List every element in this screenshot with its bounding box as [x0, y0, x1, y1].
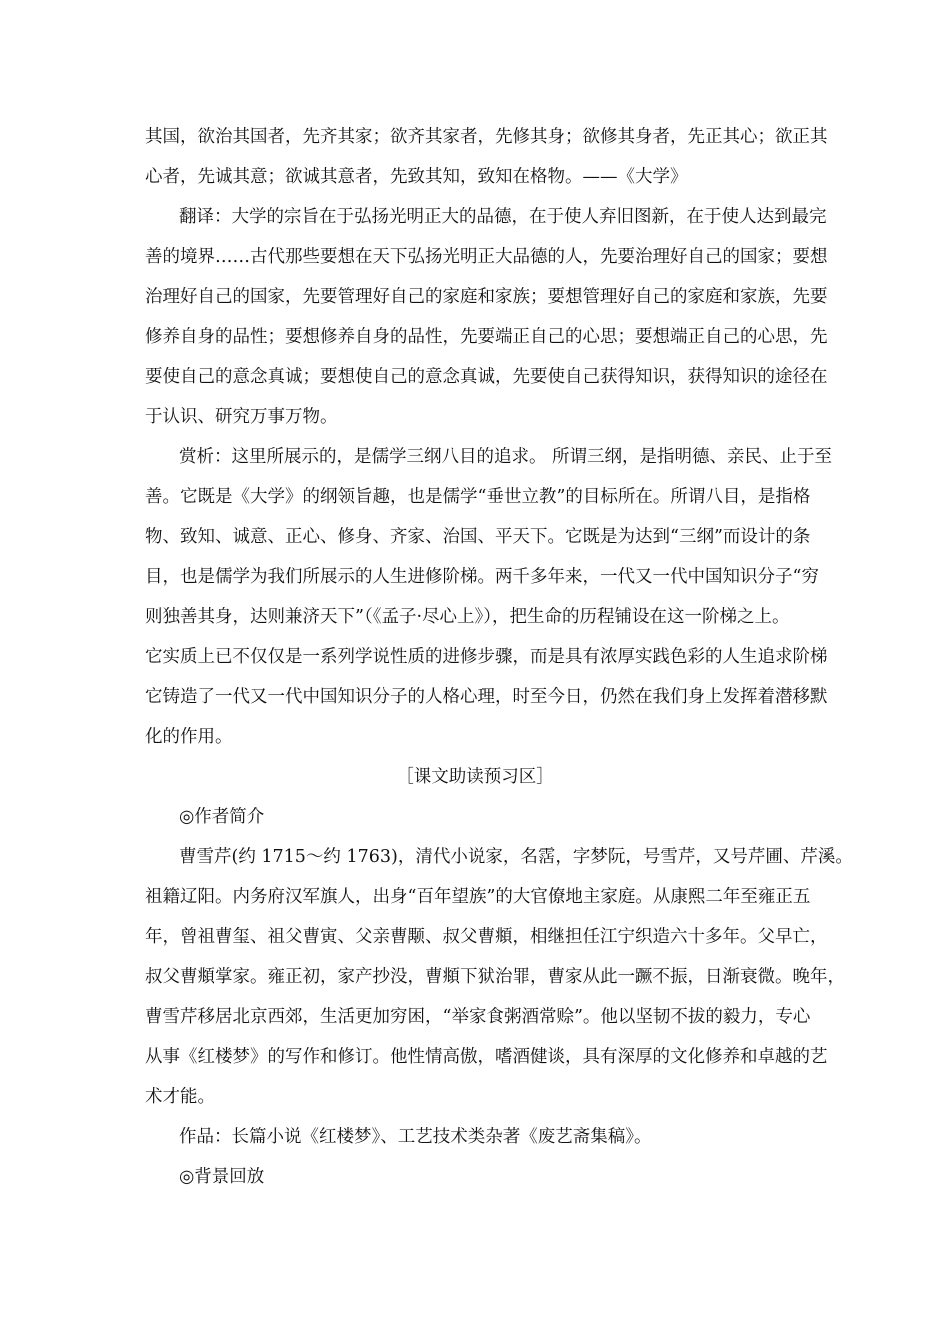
paragraph-line: 翻译：大学的宗旨在于弘扬光明正大的品德，在于使人弃旧图新，在于使人达到最完: [179, 207, 827, 227]
text-line: 心者，先诚其意；欲诚其意者，先致其知，致知在格物。——《大学》: [145, 167, 688, 187]
text-line: 它铸造了一代又一代中国知识分子的人格心理，时至今日，仍然在我们身上发挥着潜移默: [145, 687, 828, 707]
text-line: 年，曾祖曹玺、祖父曹寅、父亲曹颙、叔父曹頫，相继担任江宁织造六十多年。父早亡，: [145, 927, 828, 947]
text-line: 曹雪芹移居北京西郊，生活更加穷困，“举家食粥酒常赊”。他以坚韧不拔的毅力，专心: [145, 1007, 811, 1027]
text-line: 修养自身的品性；要想修养自身的品性，先要端正自己的心思；要想端正自己的心思，先: [145, 327, 828, 347]
subsection-heading: ◎作者简介: [179, 807, 265, 827]
section-heading: ［课文助读预习区］: [396, 767, 554, 787]
text-line: 从事《红楼梦》的写作和修订。他性情高傲，嗜酒健谈，具有深厚的文化修养和卓越的艺: [145, 1047, 828, 1067]
text-line: 治理好自己的国家，先要管理好自己的家庭和家族；要想管理好自己的家庭和家族，先要: [145, 287, 828, 307]
paragraph-line: 赏析：这里所展示的，是儒学三纲八目的追求。 所谓三纲，是指明德、亲民、止于至: [179, 447, 833, 467]
text-line: 物、致知、诚意、正心、修身、齐家、治国、平天下。它既是为达到“三纲”而设计的条: [145, 527, 811, 547]
text-line: 于认识、研究万事万物。: [145, 407, 338, 427]
text-line: 祖籍辽阳。内务府汉军旗人，出身“百年望族”的大官僚地主家庭。从康熙二年至雍正五: [145, 887, 811, 907]
text-line: 叔父曹頫掌家。雍正初，家产抄没，曹頫下狱治罪，曹家从此一蹶不振，日渐衰微。晚年，: [145, 967, 845, 987]
text-line: 要使自己的意念真诚；要想使自己的意念真诚，先要使自己获得知识，获得知识的途径在: [145, 367, 828, 387]
text-line: 目，也是儒学为我们所展示的人生进修阶梯。两千多年来，一代又一代中国知识分子“穷: [145, 567, 819, 587]
text-line: 善的境界……古代那些要想在天下弘扬光明正大品德的人，先要治理好自己的国家；要想: [145, 247, 828, 267]
text-line: 化的作用。: [145, 727, 233, 747]
paragraph-line: 曹雪芹(约 1715～约 1763)，清代小说家，名霑，字梦阮，号雪芹，又号芹圃、芹溪。: [179, 847, 853, 867]
text-line: 术才能。: [145, 1087, 215, 1107]
text-line: 其国，欲治其国者，先齐其家；欲齐其家者，先修其身；欲修其身者，先正其心；欲正其: [145, 127, 828, 147]
text-line: 则独善其身，达则兼济天下”（《孟子·尽心上》），把生命的历程铺设在这一阶梯之上。: [145, 607, 790, 627]
paragraph-line: 作品：长篇小说《红楼梦》、工艺技术类杂著《废艺斋集稿》。: [179, 1127, 652, 1147]
text-line: 善。它既是《大学》的纲领旨趣，也是儒学“垂世立教”的目标所在。所谓八目，是指格: [145, 487, 811, 507]
text-line: 它实质上已不仅仅是一系列学说性质的进修步骤，而是具有浓厚实践色彩的人生追求阶梯: [145, 647, 828, 667]
subsection-heading: ◎背景回放: [179, 1167, 265, 1187]
